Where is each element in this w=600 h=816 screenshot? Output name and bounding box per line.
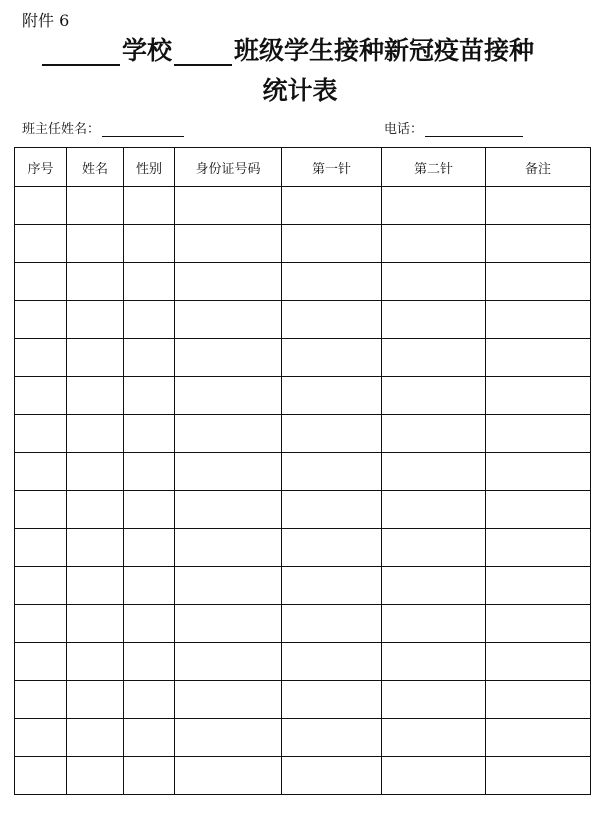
- header-first-dose: 第一针: [282, 148, 382, 187]
- cell-index[interactable]: [15, 757, 67, 795]
- cell-gender[interactable]: [124, 757, 175, 795]
- phone-field[interactable]: [425, 122, 523, 137]
- title-school-suffix: 学校: [122, 36, 173, 65]
- table-row: [15, 757, 591, 795]
- table-row: [15, 377, 591, 415]
- cell-gender[interactable]: [124, 225, 175, 263]
- cell-gender[interactable]: [124, 187, 175, 225]
- table-row: [15, 529, 591, 567]
- cell-index[interactable]: [15, 187, 67, 225]
- cell-remarks[interactable]: [486, 681, 591, 719]
- cell-remarks[interactable]: [486, 263, 591, 301]
- table-row: [15, 187, 591, 225]
- cell-index[interactable]: [15, 643, 67, 681]
- title-class-suffix: 班级学生接种新冠疫苗接种: [234, 36, 535, 65]
- header-index: 序号: [15, 148, 67, 187]
- cell-gender[interactable]: [124, 453, 175, 491]
- cell-id-number[interactable]: [175, 567, 282, 605]
- cell-index[interactable]: [15, 681, 67, 719]
- cell-second-dose[interactable]: [382, 453, 486, 491]
- cell-second-dose[interactable]: [382, 415, 486, 453]
- cell-gender[interactable]: [124, 681, 175, 719]
- cell-first-dose[interactable]: [282, 187, 382, 225]
- cell-name[interactable]: [67, 415, 124, 453]
- cell-remarks[interactable]: [486, 225, 591, 263]
- cell-second-dose[interactable]: [382, 757, 486, 795]
- cell-gender[interactable]: [124, 339, 175, 377]
- cell-index[interactable]: [15, 529, 67, 567]
- table-row: [15, 339, 591, 377]
- cell-second-dose[interactable]: [382, 377, 486, 415]
- cell-index[interactable]: [15, 491, 67, 529]
- teacher-name-label: 班主任姓名：: [22, 122, 101, 137]
- cell-remarks[interactable]: [486, 643, 591, 681]
- cell-gender[interactable]: [124, 605, 175, 643]
- table-body: [15, 187, 591, 795]
- cell-first-dose[interactable]: [282, 453, 382, 491]
- cell-name[interactable]: [67, 643, 124, 681]
- cell-id-number[interactable]: [175, 491, 282, 529]
- cell-remarks[interactable]: [486, 453, 591, 491]
- cell-remarks[interactable]: [486, 757, 591, 795]
- table-row: [15, 225, 591, 263]
- cell-first-dose[interactable]: [282, 719, 382, 757]
- cell-index[interactable]: [15, 301, 67, 339]
- cell-first-dose[interactable]: [282, 339, 382, 377]
- table-row: [15, 719, 591, 757]
- cell-first-dose[interactable]: [282, 643, 382, 681]
- cell-name[interactable]: [67, 529, 124, 567]
- phone-info: [384, 118, 523, 137]
- cell-first-dose[interactable]: [282, 567, 382, 605]
- cell-id-number[interactable]: [175, 757, 282, 795]
- cell-second-dose[interactable]: [382, 643, 486, 681]
- cell-gender[interactable]: [124, 567, 175, 605]
- cell-index[interactable]: [15, 567, 67, 605]
- header-second-dose: 第二针: [382, 148, 486, 187]
- table-row: [15, 605, 591, 643]
- cell-first-dose[interactable]: [282, 415, 382, 453]
- header-name: 姓名: [67, 148, 124, 187]
- cell-second-dose[interactable]: [382, 529, 486, 567]
- cell-id-number[interactable]: [175, 681, 282, 719]
- cell-first-dose[interactable]: [282, 529, 382, 567]
- cell-name[interactable]: [67, 339, 124, 377]
- cell-first-dose[interactable]: [282, 681, 382, 719]
- table-header-row: [15, 148, 591, 187]
- table-row: [15, 643, 591, 681]
- cell-name[interactable]: [67, 187, 124, 225]
- cell-remarks[interactable]: [486, 339, 591, 377]
- cell-remarks[interactable]: [486, 301, 591, 339]
- cell-name[interactable]: [67, 757, 124, 795]
- table-row: [15, 453, 591, 491]
- cell-gender[interactable]: [124, 529, 175, 567]
- cell-first-dose[interactable]: [282, 605, 382, 643]
- cell-gender[interactable]: [124, 491, 175, 529]
- cell-id-number[interactable]: [175, 605, 282, 643]
- cell-name[interactable]: [67, 301, 124, 339]
- cell-second-dose[interactable]: [382, 225, 486, 263]
- header-gender: 性别: [124, 148, 175, 187]
- cell-gender[interactable]: [124, 377, 175, 415]
- attachment-label: 附件 6: [22, 11, 70, 30]
- cell-gender[interactable]: [124, 719, 175, 757]
- teacher-name-field[interactable]: [102, 122, 184, 137]
- table-row: [15, 681, 591, 719]
- cell-first-dose[interactable]: [282, 377, 382, 415]
- class-name-blank[interactable]: [174, 64, 232, 66]
- cell-id-number[interactable]: [175, 377, 282, 415]
- cell-id-number[interactable]: [175, 453, 282, 491]
- vaccination-table: [14, 147, 591, 795]
- cell-remarks[interactable]: [486, 491, 591, 529]
- phone-label: 电话：: [384, 122, 424, 137]
- cell-index[interactable]: [15, 377, 67, 415]
- cell-gender[interactable]: [124, 415, 175, 453]
- cell-index[interactable]: [15, 225, 67, 263]
- cell-remarks[interactable]: [486, 567, 591, 605]
- cell-name[interactable]: [67, 605, 124, 643]
- cell-first-dose[interactable]: [282, 491, 382, 529]
- table-row: [15, 491, 591, 529]
- cell-id-number[interactable]: [175, 415, 282, 453]
- cell-remarks[interactable]: [486, 415, 591, 453]
- cell-id-number[interactable]: [175, 301, 282, 339]
- cell-name[interactable]: [67, 377, 124, 415]
- cell-first-dose[interactable]: [282, 301, 382, 339]
- cell-remarks[interactable]: [486, 187, 591, 225]
- school-name-blank[interactable]: [42, 64, 120, 66]
- table-row: [15, 567, 591, 605]
- table-row: [15, 263, 591, 301]
- cell-second-dose[interactable]: [382, 567, 486, 605]
- cell-id-number[interactable]: [175, 643, 282, 681]
- cell-index[interactable]: [15, 263, 67, 301]
- cell-gender[interactable]: [124, 263, 175, 301]
- cell-name[interactable]: [67, 453, 124, 491]
- cell-second-dose[interactable]: [382, 719, 486, 757]
- cell-first-dose[interactable]: [282, 757, 382, 795]
- cell-id-number[interactable]: [175, 225, 282, 263]
- teacher-info: [22, 118, 184, 137]
- cell-remarks[interactable]: [486, 377, 591, 415]
- cell-second-dose[interactable]: [382, 301, 486, 339]
- cell-name[interactable]: [67, 681, 124, 719]
- cell-second-dose[interactable]: [382, 605, 486, 643]
- cell-index[interactable]: [15, 605, 67, 643]
- cell-id-number[interactable]: [175, 529, 282, 567]
- cell-second-dose[interactable]: [382, 187, 486, 225]
- cell-gender[interactable]: [124, 301, 175, 339]
- cell-index[interactable]: [15, 453, 67, 491]
- title-line-2: 统计表: [262, 76, 338, 105]
- cell-first-dose[interactable]: [282, 225, 382, 263]
- cell-gender[interactable]: [124, 643, 175, 681]
- cell-id-number[interactable]: [175, 339, 282, 377]
- cell-second-dose[interactable]: [382, 491, 486, 529]
- cell-second-dose[interactable]: [382, 339, 486, 377]
- cell-id-number[interactable]: [175, 187, 282, 225]
- cell-remarks[interactable]: [486, 605, 591, 643]
- cell-remarks[interactable]: [486, 719, 591, 757]
- table-row: [15, 301, 591, 339]
- cell-name[interactable]: [67, 491, 124, 529]
- cell-name[interactable]: [67, 719, 124, 757]
- cell-index[interactable]: [15, 339, 67, 377]
- header-id-number: 身份证号码: [175, 148, 282, 187]
- cell-id-number[interactable]: [175, 263, 282, 301]
- cell-remarks[interactable]: [486, 529, 591, 567]
- cell-second-dose[interactable]: [382, 681, 486, 719]
- cell-name[interactable]: [67, 225, 124, 263]
- cell-id-number[interactable]: [175, 719, 282, 757]
- cell-first-dose[interactable]: [282, 263, 382, 301]
- header-remarks: 备注: [486, 148, 591, 187]
- cell-index[interactable]: [15, 415, 67, 453]
- cell-index[interactable]: [15, 719, 67, 757]
- table-row: [15, 415, 591, 453]
- cell-name[interactable]: [67, 263, 124, 301]
- cell-name[interactable]: [67, 567, 124, 605]
- title-line-1: [0, 34, 600, 72]
- cell-second-dose[interactable]: [382, 263, 486, 301]
